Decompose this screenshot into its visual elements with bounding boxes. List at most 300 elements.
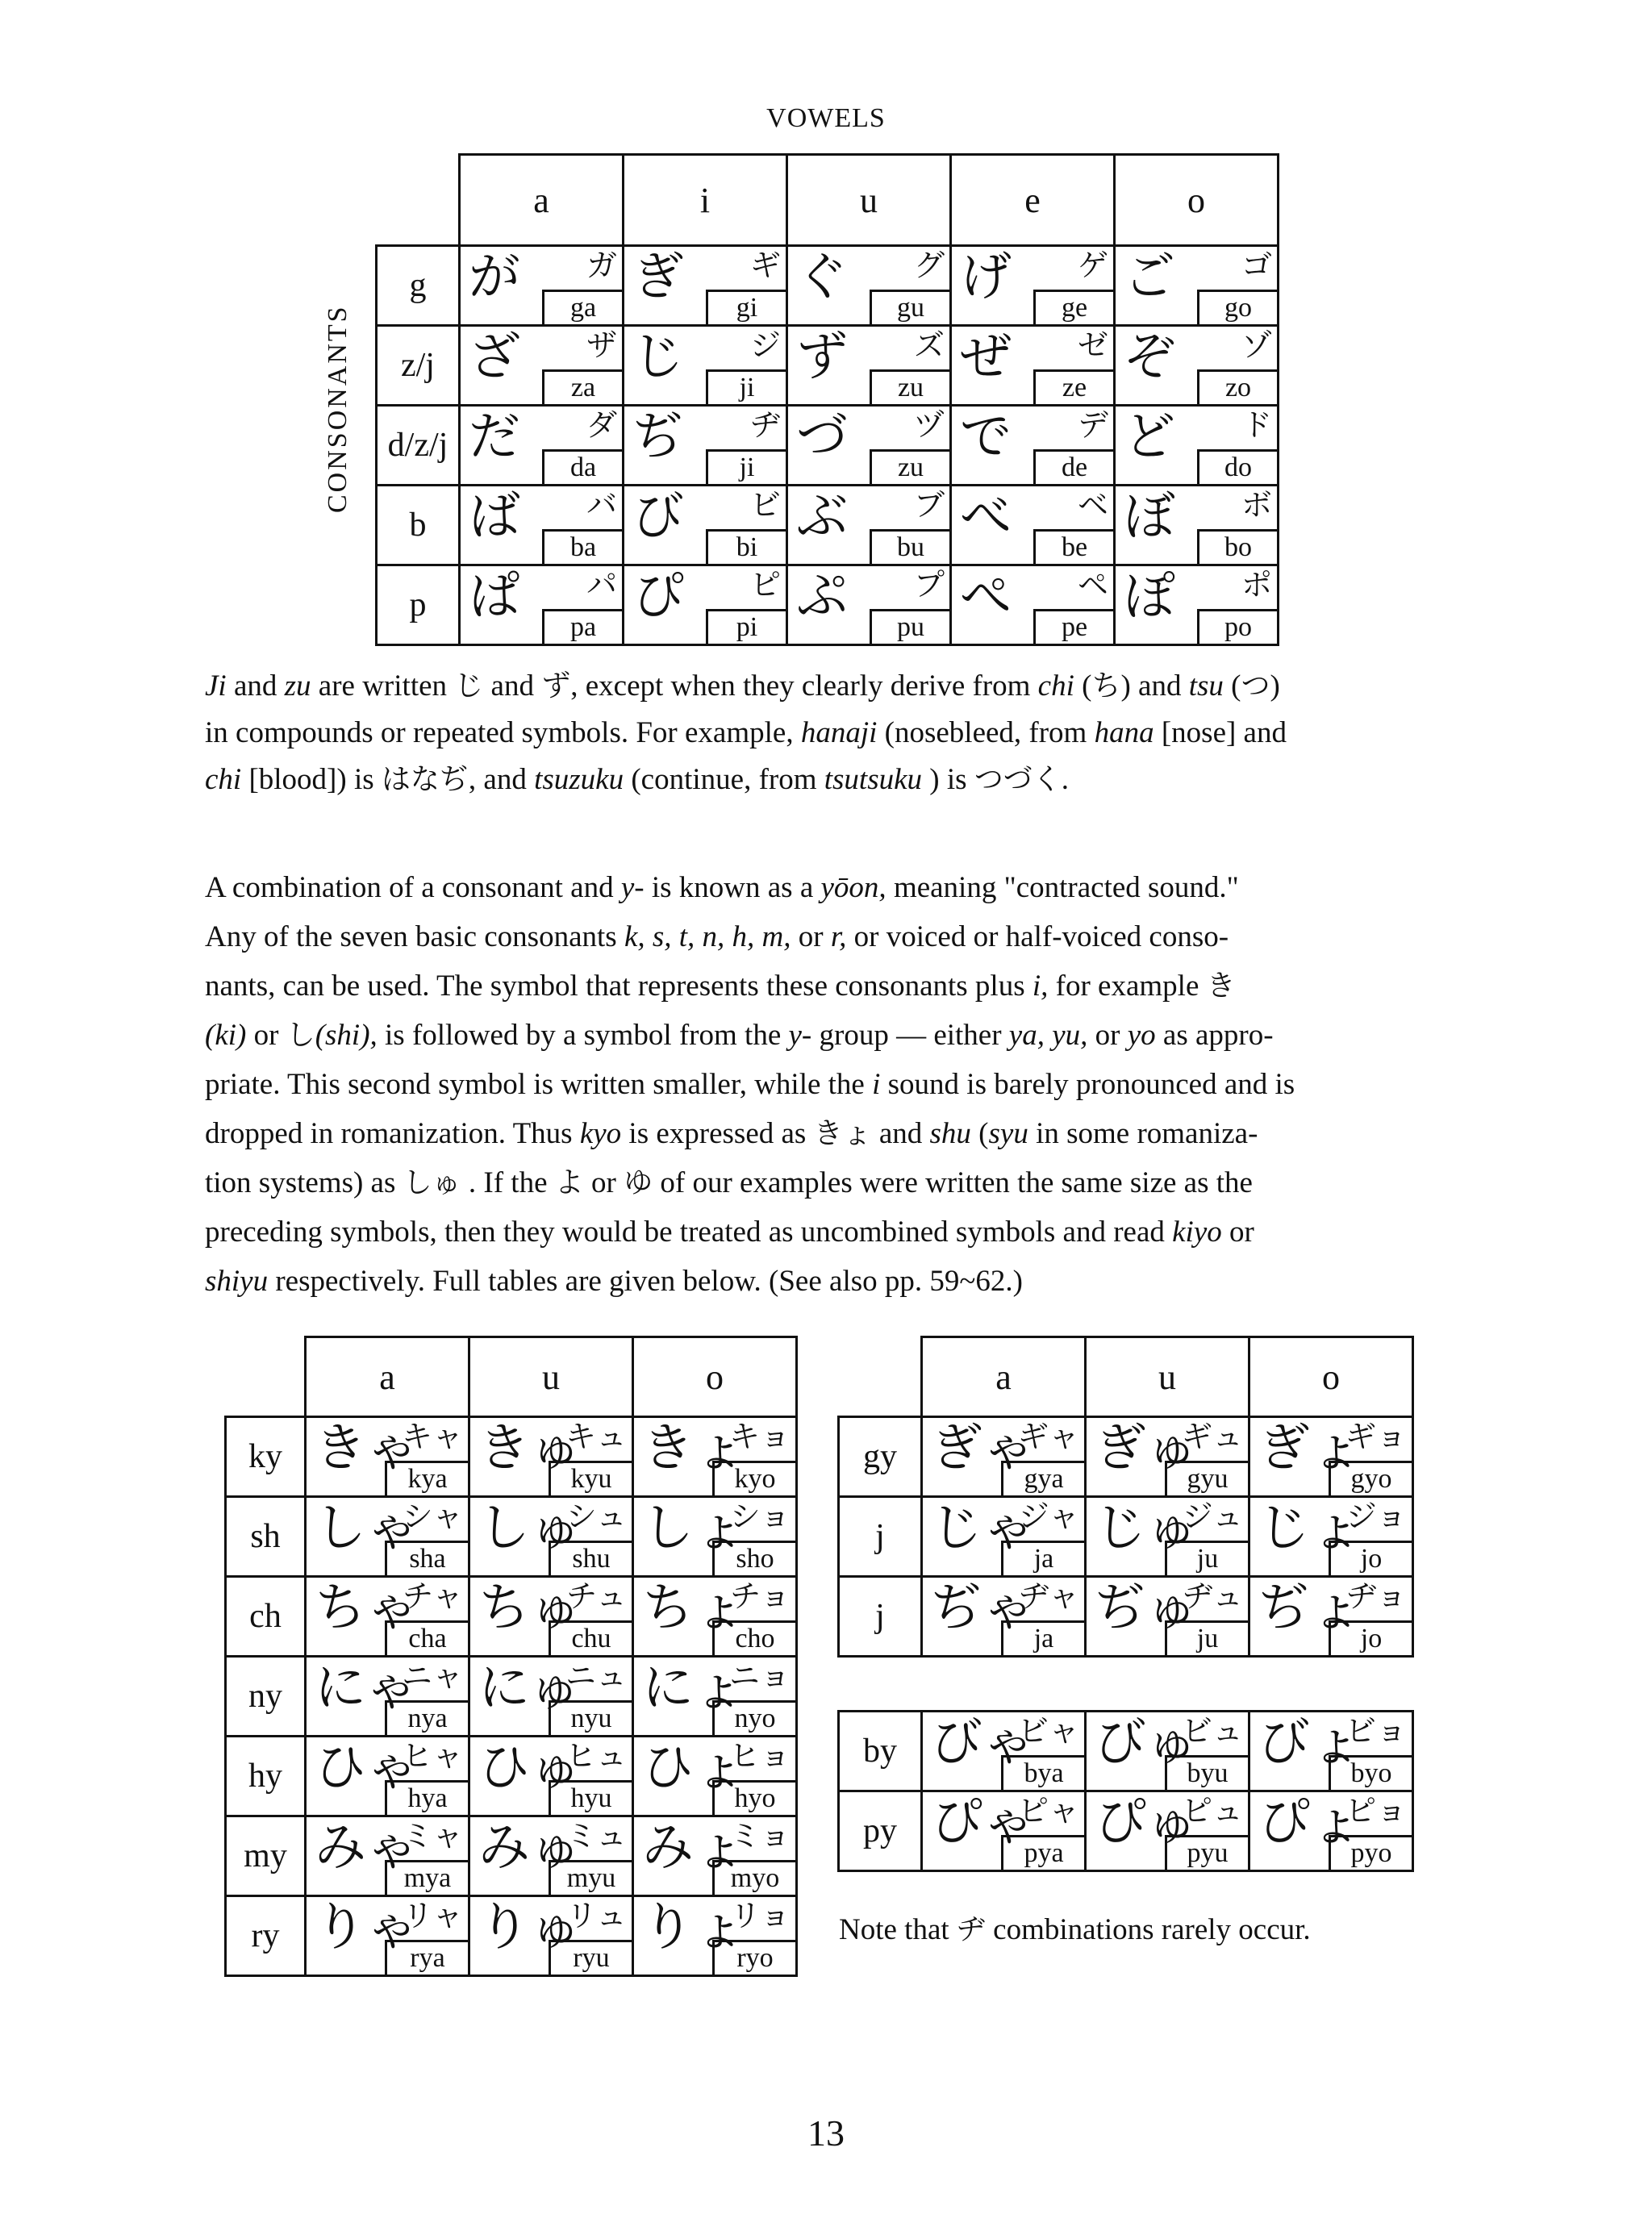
text: tion systems) as bbox=[205, 1166, 403, 1199]
kana-cell bbox=[306, 1417, 469, 1497]
hiragana: ど bbox=[1124, 407, 1175, 467]
text: is expressed as bbox=[621, 1117, 814, 1150]
hiragana: ぴ bbox=[632, 567, 684, 627]
katakana: ヂョ bbox=[1346, 1578, 1407, 1614]
text: Any of the seven basic consonants bbox=[205, 920, 624, 953]
romaji: byu bbox=[1165, 1755, 1248, 1790]
hiragana: ぶ bbox=[796, 487, 848, 547]
hiragana: ぴょ bbox=[1258, 1793, 1362, 1853]
hiragana: にゃ bbox=[315, 1658, 417, 1718]
romaji: de bbox=[1033, 449, 1113, 484]
romaji: cha bbox=[385, 1620, 468, 1655]
katakana: ベ bbox=[1077, 487, 1108, 523]
romaji: jo bbox=[1329, 1620, 1412, 1655]
katakana: シャ bbox=[402, 1499, 463, 1534]
text: i, bbox=[1032, 970, 1049, 1003]
kana-cell bbox=[469, 1737, 633, 1816]
hiragana: ぢ bbox=[632, 407, 684, 467]
hiragana: ちゅ bbox=[478, 1578, 582, 1638]
kana-cell bbox=[951, 326, 1115, 406]
kana-cell bbox=[1086, 1577, 1249, 1657]
table-row bbox=[839, 1497, 1413, 1577]
romaji: ge bbox=[1033, 290, 1113, 324]
kana-cell bbox=[922, 1791, 1086, 1871]
text: or bbox=[246, 1019, 286, 1052]
romaji: za bbox=[542, 369, 622, 404]
kana-cell bbox=[633, 1896, 797, 1976]
hiragana: じゃ bbox=[931, 1499, 1034, 1558]
kana-cell bbox=[624, 406, 787, 486]
hiragana: ぴゃ bbox=[931, 1793, 1034, 1853]
column-header: o bbox=[1115, 155, 1279, 246]
kana-cell bbox=[1086, 1497, 1249, 1577]
kana-cell bbox=[306, 1896, 469, 1976]
row-label: ky bbox=[226, 1417, 306, 1497]
romaji: pa bbox=[542, 609, 622, 644]
row-label: j bbox=[839, 1577, 922, 1657]
kana-cell bbox=[633, 1577, 797, 1657]
katakana: プ bbox=[913, 567, 945, 603]
hiragana: りゃ bbox=[315, 1898, 418, 1958]
table-row bbox=[226, 1657, 797, 1737]
kana: ゆ bbox=[624, 1166, 653, 1199]
table-row bbox=[226, 1896, 797, 1976]
hiragana: ざ bbox=[469, 327, 520, 387]
side-label: CONSONANTS bbox=[323, 304, 353, 513]
yoon-table-left bbox=[224, 1336, 798, 1977]
hiragana: ぐ bbox=[796, 248, 848, 307]
katakana: シュ bbox=[565, 1499, 627, 1534]
para2-line6 bbox=[205, 1109, 1463, 1158]
column-header: a bbox=[306, 1337, 469, 1417]
kana-cell bbox=[460, 246, 624, 326]
text: and bbox=[483, 669, 542, 703]
text: , except when they clearly derive from bbox=[570, 669, 1038, 703]
text: kiyo bbox=[1172, 1216, 1222, 1249]
table-row bbox=[839, 1712, 1413, 1791]
hiragana: ご bbox=[1124, 248, 1175, 307]
para2-line5 bbox=[205, 1060, 1463, 1109]
kana-cell bbox=[624, 246, 787, 326]
kana-cell bbox=[624, 326, 787, 406]
romaji: pya bbox=[1001, 1835, 1084, 1870]
kana-cell bbox=[951, 246, 1115, 326]
column-header: a bbox=[922, 1337, 1086, 1417]
katakana: リャ bbox=[403, 1898, 463, 1933]
text: respectively. Full tables are given below. (See also pp. 59~62.) bbox=[268, 1265, 1023, 1298]
katakana: ゾ bbox=[1241, 327, 1272, 363]
katakana: チャ bbox=[403, 1578, 463, 1614]
kana-cell bbox=[1249, 1791, 1413, 1871]
para1-line1 bbox=[205, 663, 1463, 710]
romaji: ba bbox=[542, 529, 622, 564]
katakana: リュ bbox=[566, 1898, 627, 1933]
katakana: リョ bbox=[730, 1898, 791, 1933]
katakana: ザ bbox=[586, 327, 617, 363]
katakana: ズ bbox=[913, 327, 945, 363]
kana: しゅ bbox=[403, 1166, 461, 1199]
vowel-table bbox=[375, 153, 1279, 646]
kana: じ bbox=[454, 669, 484, 703]
kana: きょ bbox=[813, 1117, 872, 1150]
text: preceding symbols, then they would be treated as uncombined symbols and read bbox=[205, 1216, 1173, 1249]
kana-cell bbox=[922, 1417, 1086, 1497]
katakana: バ bbox=[586, 487, 617, 523]
romaji: kyo bbox=[712, 1461, 795, 1495]
kana-cell bbox=[1115, 565, 1279, 645]
hiragana: きょ bbox=[642, 1419, 745, 1478]
column-header: o bbox=[633, 1337, 797, 1417]
katakana: ピョ bbox=[1345, 1793, 1407, 1829]
kana-cell bbox=[633, 1417, 797, 1497]
row-label: z/j bbox=[377, 326, 460, 406]
hiragana: ぼ bbox=[1124, 487, 1175, 547]
romaji: bo bbox=[1197, 529, 1277, 564]
row-label: ny bbox=[226, 1657, 306, 1737]
hiragana: びゃ bbox=[931, 1713, 1034, 1773]
text: nants, can be used. The symbol that represents these consonants plus bbox=[205, 970, 1032, 1003]
romaji: zu bbox=[870, 369, 949, 404]
row-label: d/z/j bbox=[377, 406, 460, 486]
text: dropped in romanization. Thus bbox=[205, 1117, 580, 1150]
kana-cell bbox=[1249, 1497, 1413, 1577]
katakana: チョ bbox=[730, 1578, 791, 1614]
katakana: ギュ bbox=[1181, 1419, 1243, 1454]
hiragana: ぢょ bbox=[1258, 1578, 1362, 1638]
hiragana: ぎゃ bbox=[931, 1419, 1034, 1478]
romaji: sho bbox=[712, 1541, 795, 1575]
romaji: ja bbox=[1001, 1541, 1084, 1575]
hiragana: だ bbox=[469, 407, 520, 467]
katakana: ビャ bbox=[1017, 1713, 1079, 1749]
para2-line9 bbox=[205, 1257, 1463, 1306]
katakana: ニョ bbox=[728, 1658, 791, 1694]
katakana: ブ bbox=[913, 487, 945, 523]
romaji: hyo bbox=[712, 1780, 795, 1815]
text: (continue, from bbox=[624, 763, 824, 796]
romaji: gyu bbox=[1165, 1461, 1248, 1495]
text: Ji bbox=[205, 669, 227, 703]
romaji: chu bbox=[549, 1620, 632, 1655]
kana-cell bbox=[624, 565, 787, 645]
column-header: u bbox=[1086, 1337, 1249, 1417]
hiragana: ちょ bbox=[642, 1578, 745, 1638]
text: in some romaniza- bbox=[1028, 1117, 1258, 1150]
table-row bbox=[226, 1577, 797, 1657]
kana-cell bbox=[460, 486, 624, 565]
text: or bbox=[1087, 1019, 1128, 1052]
row-label: py bbox=[839, 1791, 922, 1871]
text: hanaji bbox=[800, 716, 878, 749]
kana-cell bbox=[469, 1896, 633, 1976]
katakana: キョ bbox=[728, 1419, 791, 1454]
table-row bbox=[226, 1417, 797, 1497]
text: k, s, t, n, h, m, bbox=[624, 920, 791, 953]
kana-cell bbox=[460, 326, 624, 406]
kana-cell bbox=[633, 1497, 797, 1577]
katakana: キャ bbox=[401, 1419, 463, 1454]
hiragana: びょ bbox=[1258, 1713, 1362, 1773]
page-title bbox=[0, 103, 1652, 134]
column-header: e bbox=[951, 155, 1115, 246]
hiragana: ず bbox=[796, 327, 848, 387]
text: of our examples were written the same size as the bbox=[653, 1166, 1253, 1199]
text: meaning "contracted sound." bbox=[886, 871, 1239, 904]
row-label: g bbox=[377, 246, 460, 326]
hiragana: みゅ bbox=[478, 1818, 582, 1878]
romaji: sha bbox=[385, 1541, 468, 1575]
katakana: ジョ bbox=[1345, 1499, 1407, 1534]
romaji: hyu bbox=[549, 1780, 632, 1815]
romaji: da bbox=[542, 449, 622, 484]
text: ) bbox=[1270, 669, 1280, 703]
text: ) and bbox=[1120, 669, 1189, 703]
kana-cell bbox=[787, 565, 951, 645]
text: syu bbox=[988, 1117, 1028, 1150]
row-label: p bbox=[377, 565, 460, 645]
kana-cell bbox=[1086, 1417, 1249, 1497]
katakana: ミュ bbox=[565, 1818, 627, 1854]
text: tsutsuku bbox=[824, 763, 923, 796]
katakana: ダ bbox=[586, 407, 617, 443]
hiragana: にゅ bbox=[478, 1658, 581, 1718]
romaji: nyu bbox=[549, 1700, 632, 1735]
hiragana: げ bbox=[960, 248, 1012, 307]
text: shiyu bbox=[205, 1265, 269, 1298]
kana-cell bbox=[460, 565, 624, 645]
kana-cell bbox=[469, 1417, 633, 1497]
hiragana: ぴゅ bbox=[1095, 1793, 1198, 1853]
page-title-text: VOWELS bbox=[766, 103, 886, 133]
header-row bbox=[226, 1337, 797, 1417]
column-header: a bbox=[460, 155, 624, 246]
romaji: kya bbox=[385, 1461, 468, 1495]
kana-cell bbox=[633, 1657, 797, 1737]
text: tsu bbox=[1188, 669, 1224, 703]
column-header: o bbox=[1249, 1337, 1413, 1417]
kana: ず bbox=[541, 669, 571, 703]
katakana: ビュ bbox=[1181, 1713, 1243, 1749]
katakana: ビョ bbox=[1345, 1713, 1407, 1749]
text: ya, yu, bbox=[1008, 1019, 1088, 1052]
kana-cell bbox=[922, 1497, 1086, 1577]
katakana: グ bbox=[913, 248, 945, 283]
kana-cell bbox=[306, 1816, 469, 1896]
para2-line1 bbox=[205, 863, 1463, 912]
romaji: ze bbox=[1033, 369, 1113, 404]
text: ( bbox=[1074, 669, 1092, 703]
romaji: nyo bbox=[712, 1700, 795, 1735]
text: r, bbox=[830, 920, 847, 953]
text: . bbox=[1061, 763, 1070, 796]
text: ) is bbox=[922, 763, 974, 796]
hiragana: にょ bbox=[642, 1658, 745, 1718]
text: i bbox=[872, 1068, 881, 1101]
text: in compounds or repeated symbols. For example, bbox=[205, 716, 801, 749]
katakana: ヂャ bbox=[1019, 1578, 1079, 1614]
text: , and bbox=[468, 763, 535, 796]
kana-cell bbox=[306, 1657, 469, 1737]
text: y- bbox=[788, 1019, 812, 1052]
romaji: ja bbox=[1001, 1620, 1084, 1655]
katakana: デ bbox=[1077, 407, 1108, 443]
kana: ち bbox=[1091, 669, 1121, 703]
text: or voiced or half-voiced conso- bbox=[846, 920, 1229, 953]
text: is known as a bbox=[644, 871, 821, 904]
text: (nosebleed, from bbox=[877, 716, 1095, 749]
hiragana: ひゃ bbox=[315, 1738, 418, 1798]
kana-cell bbox=[1115, 326, 1279, 406]
para2-line3 bbox=[205, 961, 1463, 1011]
romaji: ju bbox=[1165, 1620, 1248, 1655]
text: yo bbox=[1127, 1019, 1156, 1052]
hiragana: ぷ bbox=[796, 567, 848, 627]
table-row bbox=[377, 565, 1279, 645]
text: kyo bbox=[579, 1117, 622, 1150]
katakana: ジュ bbox=[1182, 1499, 1243, 1534]
hiragana: きゃ bbox=[315, 1419, 418, 1478]
corner-cell bbox=[839, 1337, 922, 1417]
katakana: ガ bbox=[586, 248, 617, 283]
katakana: ギョ bbox=[1345, 1419, 1407, 1454]
katakana: ピャ bbox=[1017, 1793, 1079, 1829]
katakana: ジャ bbox=[1018, 1499, 1079, 1534]
romaji: cho bbox=[712, 1620, 795, 1655]
corner-cell bbox=[377, 155, 460, 246]
header-row bbox=[377, 155, 1279, 246]
text: or bbox=[583, 1166, 624, 1199]
katakana: ヒョ bbox=[728, 1738, 791, 1774]
romaji: gya bbox=[1001, 1461, 1084, 1495]
romaji: ga bbox=[542, 290, 622, 324]
hiragana: ば bbox=[469, 487, 520, 547]
para2-line4 bbox=[205, 1011, 1463, 1060]
yoon-table-right-top bbox=[837, 1336, 1414, 1658]
text: is followed by a symbol from the bbox=[377, 1019, 789, 1052]
text: [nose] and bbox=[1153, 716, 1287, 749]
hiragana: べ bbox=[960, 487, 1012, 547]
row-label: j bbox=[839, 1497, 922, 1577]
text: (ki) bbox=[205, 1019, 247, 1052]
romaji: bya bbox=[1001, 1755, 1084, 1790]
hiragana: しゅ bbox=[478, 1499, 582, 1558]
romaji: gi bbox=[706, 290, 786, 324]
kana-cell bbox=[469, 1497, 633, 1577]
kana-cell bbox=[469, 1657, 633, 1737]
hiragana: りゅ bbox=[478, 1898, 582, 1958]
kana-cell bbox=[787, 246, 951, 326]
katakana: ド bbox=[1241, 407, 1272, 443]
kana-cell bbox=[306, 1737, 469, 1816]
katakana: ヒュ bbox=[565, 1738, 627, 1774]
hiragana: ぞ bbox=[1124, 327, 1175, 387]
table-row bbox=[226, 1816, 797, 1896]
text: (shi), bbox=[315, 1019, 378, 1052]
hiragana: しゃ bbox=[315, 1499, 418, 1558]
romaji: gu bbox=[870, 290, 949, 324]
kana-cell bbox=[951, 486, 1115, 565]
romaji: zo bbox=[1197, 369, 1277, 404]
hiragana: ぜ bbox=[960, 327, 1012, 387]
katakana: ペ bbox=[1077, 567, 1108, 603]
kana-cell bbox=[624, 486, 787, 565]
romaji: gyo bbox=[1329, 1461, 1412, 1495]
romaji: do bbox=[1197, 449, 1277, 484]
katakana: ショ bbox=[729, 1499, 791, 1534]
hiragana: び bbox=[632, 487, 684, 547]
hiragana: が bbox=[469, 248, 520, 307]
katakana: ビ bbox=[749, 487, 781, 523]
katakana: ゼ bbox=[1077, 327, 1108, 363]
note-kana: ヂ bbox=[956, 1913, 986, 1946]
romaji: bi bbox=[706, 529, 786, 564]
hiragana: で bbox=[960, 407, 1012, 467]
note-text: Note that bbox=[839, 1913, 957, 1946]
table-row bbox=[377, 486, 1279, 565]
hiragana: じょ bbox=[1258, 1499, 1362, 1558]
row-label: ch bbox=[226, 1577, 306, 1657]
text: group — either bbox=[811, 1019, 1009, 1052]
paragraph-yoon bbox=[205, 863, 1463, 1306]
katakana: ミャ bbox=[402, 1818, 463, 1854]
romaji: kyu bbox=[549, 1461, 632, 1495]
katakana: ボ bbox=[1241, 487, 1272, 523]
kana-cell bbox=[1115, 406, 1279, 486]
text: and bbox=[871, 1117, 930, 1150]
katakana: ニャ bbox=[401, 1658, 463, 1694]
hiragana: じ bbox=[632, 327, 684, 387]
row-label: my bbox=[226, 1816, 306, 1896]
column-header: u bbox=[787, 155, 951, 246]
kana-cell bbox=[633, 1737, 797, 1816]
kana-cell bbox=[1115, 246, 1279, 326]
romaji: go bbox=[1197, 290, 1277, 324]
kana: よ bbox=[554, 1166, 584, 1199]
hiragana: きゅ bbox=[478, 1419, 582, 1478]
column-header: i bbox=[624, 155, 787, 246]
kana-cell bbox=[469, 1577, 633, 1657]
row-label: by bbox=[839, 1712, 922, 1791]
hiragana: じゅ bbox=[1095, 1499, 1198, 1558]
para2-line7 bbox=[205, 1158, 1463, 1207]
katakana: ヂュ bbox=[1183, 1578, 1243, 1614]
kana-cell bbox=[951, 406, 1115, 486]
romaji: ryu bbox=[549, 1940, 632, 1975]
romaji: po bbox=[1197, 609, 1277, 644]
romaji: shu bbox=[549, 1541, 632, 1575]
text: are written bbox=[311, 669, 455, 703]
romaji: pi bbox=[706, 609, 786, 644]
katakana: ポ bbox=[1241, 567, 1272, 603]
hiragana: ぽ bbox=[1124, 567, 1175, 627]
text: for example bbox=[1048, 970, 1207, 1003]
row-label: sh bbox=[226, 1497, 306, 1577]
romaji: nya bbox=[385, 1700, 468, 1735]
column-header: u bbox=[469, 1337, 633, 1417]
para2-line8 bbox=[205, 1207, 1463, 1257]
row-label: gy bbox=[839, 1417, 922, 1497]
row-label: b bbox=[377, 486, 460, 565]
katakana: キュ bbox=[565, 1419, 627, 1454]
paragraph-ji-zu bbox=[205, 663, 1463, 803]
row-label: hy bbox=[226, 1737, 306, 1816]
katakana: パ bbox=[586, 567, 617, 603]
text: . If the bbox=[461, 1166, 555, 1199]
hiragana: みゃ bbox=[315, 1818, 418, 1878]
katakana: ヒャ bbox=[401, 1738, 463, 1774]
text: hana bbox=[1094, 716, 1154, 749]
kana-cell bbox=[951, 565, 1115, 645]
